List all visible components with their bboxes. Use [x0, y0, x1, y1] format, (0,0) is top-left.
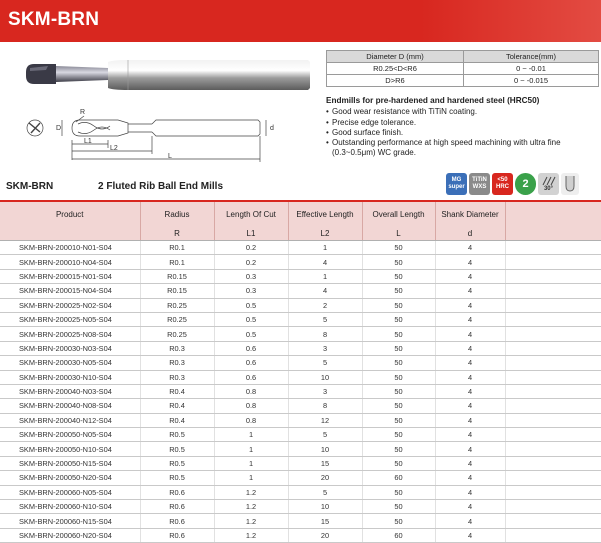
cell-shank-diameter: 4 — [435, 442, 505, 456]
table-row — [0, 284, 601, 298]
cell-length-of-cut: 0.6 — [214, 356, 288, 370]
cell-overall-length: 50 — [362, 284, 435, 298]
tolerance-row — [327, 63, 599, 75]
cell-effective-length: 8 — [288, 327, 362, 341]
mg-badge-bottom: super — [448, 184, 465, 190]
cell-radius: R0.4 — [140, 399, 214, 413]
cell-shank-diameter: 4 — [435, 269, 505, 283]
cell-product-code: SKM-BRN-200030-N10-S04 — [0, 370, 140, 384]
cell-overall-length: 50 — [362, 341, 435, 355]
drawing-label-shank-d: d — [270, 125, 274, 132]
sub-l1: L1 — [214, 226, 288, 241]
cell-effective-length: 5 — [288, 485, 362, 499]
cell-length-of-cut: 0.8 — [214, 384, 288, 398]
cell-effective-length: 10 — [288, 442, 362, 456]
flute-count-badge: 2 — [515, 173, 536, 195]
feature-item: • Good wear resistance with TiTiN coating. — [326, 107, 598, 117]
table-row — [0, 384, 601, 398]
cell-overall-length: 50 — [362, 384, 435, 398]
cell-spacer — [505, 442, 601, 456]
cell-radius: R0.25 — [140, 298, 214, 312]
page-title: SKM-BRN — [8, 9, 100, 30]
cell-effective-length: 15 — [288, 514, 362, 528]
cell-radius: R0.5 — [140, 428, 214, 442]
table-header-row — [0, 201, 601, 226]
cell-radius: R0.5 — [140, 471, 214, 485]
cell-length-of-cut: 0.2 — [214, 241, 288, 255]
mg-badge-top: MG — [451, 177, 462, 183]
table-row — [0, 298, 601, 312]
cell-effective-length: 10 — [288, 370, 362, 384]
table-row — [0, 514, 601, 528]
tolerance-row — [327, 75, 599, 87]
cell-length-of-cut: 0.5 — [214, 298, 288, 312]
cell-length-of-cut: 0.8 — [214, 413, 288, 427]
cell-shank-diameter: 4 — [435, 528, 505, 542]
cell-overall-length: 50 — [362, 298, 435, 312]
cell-product-code: SKM-BRN-200060-N05-S04 — [0, 485, 140, 499]
cell-spacer — [505, 514, 601, 528]
table-row — [0, 442, 601, 456]
table-row — [0, 312, 601, 326]
feature-item: • Outstanding performance at high speed machining with ultra fine (0.3~0.5μm) WC grade. — [326, 138, 598, 159]
features-heading: Endmills for pre-hardened and hardened steel (HRC50) — [326, 96, 540, 105]
cell-overall-length: 50 — [362, 356, 435, 370]
helix-angle-badge — [538, 173, 559, 195]
cell-shank-diameter: 4 — [435, 485, 505, 499]
cell-product-code: SKM-BRN-200060-N20-S04 — [0, 528, 140, 542]
cell-product-code: SKM-BRN-200010-N04-S04 — [0, 255, 140, 269]
cell-radius: R0.1 — [140, 241, 214, 255]
cell-product-code: SKM-BRN-200030-N03-S04 — [0, 341, 140, 355]
drawing-label-l1: L1 — [84, 138, 92, 145]
cell-length-of-cut: 0.6 — [214, 370, 288, 384]
cell-spacer — [505, 269, 601, 283]
cell-length-of-cut: 1.2 — [214, 514, 288, 528]
table-row — [0, 356, 601, 370]
coating-badge-bottom: WXS — [472, 184, 487, 190]
cell-effective-length: 2 — [288, 298, 362, 312]
table-row — [0, 399, 601, 413]
cell-shank-diameter: 4 — [435, 471, 505, 485]
cell-effective-length: 15 — [288, 456, 362, 470]
mg-grade-badge — [446, 173, 467, 195]
drawing-label-l2: L2 — [110, 145, 118, 152]
cell-radius: R0.25 — [140, 312, 214, 326]
cell-product-code: SKM-BRN-200050-N10-S04 — [0, 442, 140, 456]
drawing-label-r: R — [80, 109, 86, 116]
cell-product-code: SKM-BRN-200025-N02-S04 — [0, 298, 140, 312]
features-list — [326, 107, 598, 158]
cell-radius: R0.25 — [140, 327, 214, 341]
cell-radius: R0.5 — [140, 456, 214, 470]
cell-radius: R0.4 — [140, 413, 214, 427]
cell-spacer — [505, 341, 601, 355]
table-row — [0, 456, 601, 470]
table-row — [0, 341, 601, 355]
cell-spacer — [505, 528, 601, 542]
table-row — [0, 327, 601, 341]
cell-length-of-cut: 0.5 — [214, 327, 288, 341]
cell-effective-length: 5 — [288, 428, 362, 442]
cell-spacer — [505, 399, 601, 413]
cell-product-code: SKM-BRN-200060-N10-S04 — [0, 500, 140, 514]
cell-shank-diameter: 4 — [435, 312, 505, 326]
cell-product-code: SKM-BRN-200040-N03-S04 — [0, 384, 140, 398]
cell-spacer — [505, 456, 601, 470]
cell-spacer — [505, 284, 601, 298]
cell-effective-length: 5 — [288, 356, 362, 370]
cell-overall-length: 50 — [362, 399, 435, 413]
ball-nose-icon — [564, 176, 576, 192]
table-row — [0, 255, 601, 269]
table-row — [0, 269, 601, 283]
cell-effective-length: 4 — [288, 284, 362, 298]
cell-radius: R0.6 — [140, 514, 214, 528]
tool-drawing — [18, 104, 318, 168]
sub-d: d — [435, 226, 505, 241]
cell-shank-diameter: 4 — [435, 500, 505, 514]
feature-item: • Good surface finish. — [326, 128, 598, 138]
hrc-badge — [492, 173, 513, 195]
feature-item: • Precise edge tolerance. — [326, 118, 598, 128]
cell-overall-length: 50 — [362, 241, 435, 255]
cell-overall-length: 50 — [362, 312, 435, 326]
cell-effective-length: 8 — [288, 399, 362, 413]
table-row — [0, 471, 601, 485]
cell-radius: R0.6 — [140, 485, 214, 499]
cell-product-code: SKM-BRN-200040-N08-S04 — [0, 399, 140, 413]
cell-shank-diameter: 4 — [435, 356, 505, 370]
table-row — [0, 485, 601, 499]
tolerance-header-diameter: Diameter D (mm) — [327, 51, 464, 63]
table-row — [0, 241, 601, 255]
cell-product-code: SKM-BRN-200010-N01-S04 — [0, 241, 140, 255]
cell-length-of-cut: 1.2 — [214, 485, 288, 499]
cell-radius: R0.5 — [140, 442, 214, 456]
cell-overall-length: 50 — [362, 442, 435, 456]
cell-product-code: SKM-BRN-200030-N05-S04 — [0, 356, 140, 370]
col-spacer — [505, 201, 601, 226]
cell-spacer — [505, 428, 601, 442]
cell-overall-length: 50 — [362, 428, 435, 442]
cell-shank-diameter: 4 — [435, 298, 505, 312]
cell-spacer — [505, 312, 601, 326]
cell-shank-diameter: 4 — [435, 327, 505, 341]
table-row — [0, 370, 601, 384]
drawing-label-d: D — [56, 125, 62, 132]
hrc-badge-top: <50 — [497, 177, 508, 183]
cell-shank-diameter: 4 — [435, 399, 505, 413]
title-band — [0, 0, 601, 42]
cell-product-code: SKM-BRN-200015-N04-S04 — [0, 284, 140, 298]
cell-shank-diameter: 4 — [435, 341, 505, 355]
product-table — [0, 200, 601, 543]
cell-shank-diameter: 4 — [435, 413, 505, 427]
cell-product-code: SKM-BRN-200050-N05-S04 — [0, 428, 140, 442]
cell-overall-length: 50 — [362, 255, 435, 269]
coating-badge-top: TiTiN — [472, 177, 487, 183]
features-block — [326, 96, 598, 159]
cell-overall-length: 50 — [362, 500, 435, 514]
cell-spacer — [505, 370, 601, 384]
cell-spacer — [505, 500, 601, 514]
cell-length-of-cut: 0.3 — [214, 284, 288, 298]
cell-effective-length: 20 — [288, 528, 362, 542]
col-product: Product — [0, 201, 140, 226]
cell-length-of-cut: 0.5 — [214, 312, 288, 326]
drawing-label-l: L — [168, 153, 172, 160]
product-model: SKM-BRN — [6, 181, 54, 192]
sub-l2: L2 — [288, 226, 362, 241]
col-length-of-cut: Length Of Cut — [214, 201, 288, 226]
cell-spacer — [505, 471, 601, 485]
cell-product-code: SKM-BRN-200015-N01-S04 — [0, 269, 140, 283]
cell-radius: R0.1 — [140, 255, 214, 269]
cell-radius: R0.3 — [140, 341, 214, 355]
sub-spacer — [505, 226, 601, 241]
cell-effective-length: 1 — [288, 241, 362, 255]
cell-spacer — [505, 255, 601, 269]
table-subheader-row — [0, 226, 601, 241]
ball-end-icon — [561, 173, 579, 195]
cell-shank-diameter: 4 — [435, 370, 505, 384]
cell-overall-length: 50 — [362, 370, 435, 384]
table-row — [0, 528, 601, 542]
cell-shank-diameter: 4 — [435, 241, 505, 255]
cell-radius: R0.3 — [140, 370, 214, 384]
cell-length-of-cut: 1.2 — [214, 528, 288, 542]
cell-product-code: SKM-BRN-200060-N15-S04 — [0, 514, 140, 528]
cell-shank-diameter: 4 — [435, 514, 505, 528]
cell-overall-length: 50 — [362, 269, 435, 283]
cell-product-code: SKM-BRN-200050-N20-S04 — [0, 471, 140, 485]
col-shank-diameter: Shank Diameter — [435, 201, 505, 226]
tolerance-header-tolerance: Tolerance(mm) — [464, 51, 599, 63]
cell-product-code: SKM-BRN-200025-N05-S04 — [0, 312, 140, 326]
cell-spacer — [505, 327, 601, 341]
table-row — [0, 428, 601, 442]
tolerance-table — [326, 50, 599, 87]
table-row — [0, 500, 601, 514]
cell-overall-length: 50 — [362, 456, 435, 470]
cell-product-code: SKM-BRN-200050-N15-S04 — [0, 456, 140, 470]
cell-product-code: SKM-BRN-200025-N08-S04 — [0, 327, 140, 341]
cell-overall-length: 50 — [362, 413, 435, 427]
col-overall-length: Overall Length — [362, 201, 435, 226]
cell-overall-length: 50 — [362, 485, 435, 499]
cell-overall-length: 50 — [362, 327, 435, 341]
cell-spacer — [505, 298, 601, 312]
cell-radius: R0.15 — [140, 284, 214, 298]
title-band-highlight — [421, 0, 601, 42]
product-description: 2 Fluted Rib Ball End Mills — [98, 181, 224, 192]
cell-length-of-cut: 1 — [214, 442, 288, 456]
cell-shank-diameter: 4 — [435, 384, 505, 398]
cell-length-of-cut: 0.3 — [214, 269, 288, 283]
cell-shank-diameter: 4 — [435, 284, 505, 298]
cell-overall-length: 50 — [362, 514, 435, 528]
cell-spacer — [505, 485, 601, 499]
cell-length-of-cut: 1 — [214, 456, 288, 470]
tolerance-value: 0 ~ -0.01 — [464, 63, 599, 75]
cell-spacer — [505, 241, 601, 255]
cell-product-code: SKM-BRN-200040-N12-S04 — [0, 413, 140, 427]
col-radius: Radius — [140, 201, 214, 226]
cell-effective-length: 3 — [288, 341, 362, 355]
helix-icon — [542, 176, 556, 186]
tool-photo — [18, 50, 318, 100]
coating-badge — [469, 173, 490, 195]
product-table-body — [0, 241, 601, 543]
cell-radius: R0.3 — [140, 356, 214, 370]
cell-effective-length: 10 — [288, 500, 362, 514]
tolerance-value: 0 ~ -0.015 — [464, 75, 599, 87]
tolerance-diameter: D>R6 — [327, 75, 464, 87]
cell-length-of-cut: 1.2 — [214, 500, 288, 514]
tolerance-diameter: R0.25<D<R6 — [327, 63, 464, 75]
cell-overall-length: 60 — [362, 528, 435, 542]
cell-length-of-cut: 1 — [214, 471, 288, 485]
cell-shank-diameter: 4 — [435, 428, 505, 442]
hrc-badge-bottom: HRC — [496, 184, 509, 190]
cell-radius: R0.6 — [140, 528, 214, 542]
sub-radius: R — [140, 226, 214, 241]
cell-shank-diameter: 4 — [435, 255, 505, 269]
table-row — [0, 413, 601, 427]
col-effective-length: Effective Length — [288, 201, 362, 226]
cell-length-of-cut: 0.2 — [214, 255, 288, 269]
cell-effective-length: 4 — [288, 255, 362, 269]
cell-radius: R0.6 — [140, 500, 214, 514]
cell-length-of-cut: 0.8 — [214, 399, 288, 413]
cell-effective-length: 12 — [288, 413, 362, 427]
spec-badges — [446, 173, 579, 197]
cell-shank-diameter: 4 — [435, 456, 505, 470]
cell-effective-length: 1 — [288, 269, 362, 283]
cell-effective-length: 3 — [288, 384, 362, 398]
cell-overall-length: 60 — [362, 471, 435, 485]
cell-spacer — [505, 413, 601, 427]
cell-length-of-cut: 1 — [214, 428, 288, 442]
cell-length-of-cut: 0.6 — [214, 341, 288, 355]
sub-product — [0, 226, 140, 241]
cell-spacer — [505, 384, 601, 398]
helix-angle-value: 30° — [543, 185, 554, 192]
cell-effective-length: 20 — [288, 471, 362, 485]
cell-effective-length: 5 — [288, 312, 362, 326]
cell-radius: R0.15 — [140, 269, 214, 283]
cell-spacer — [505, 356, 601, 370]
cell-radius: R0.4 — [140, 384, 214, 398]
sub-l: L — [362, 226, 435, 241]
